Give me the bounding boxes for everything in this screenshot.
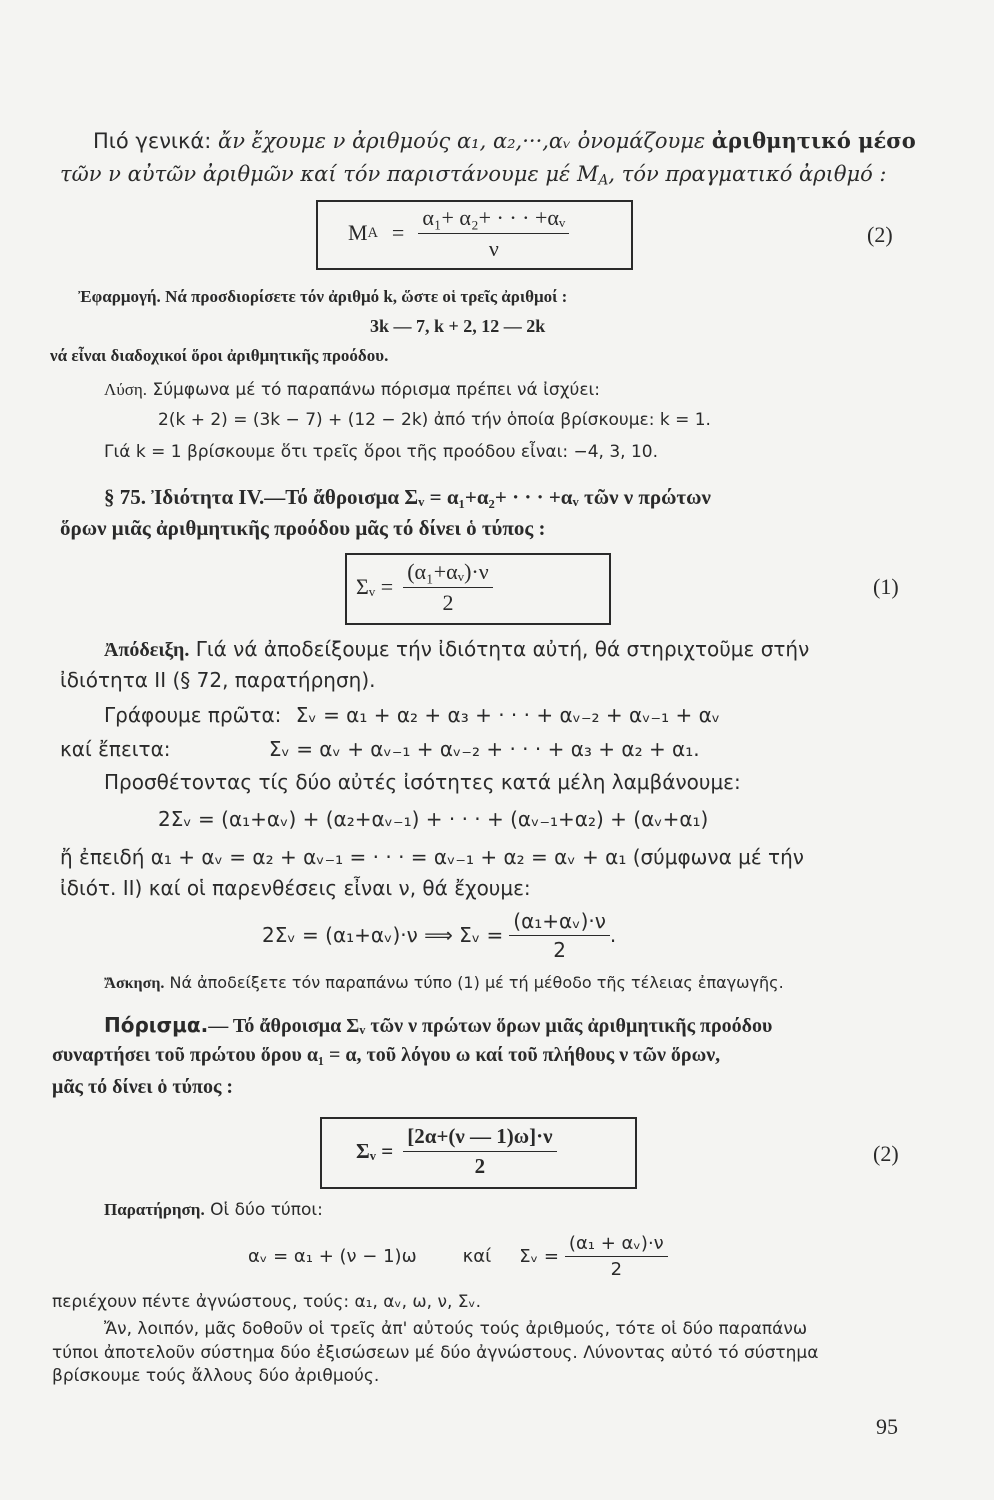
application-title: Ἐφαρμογή. <box>78 287 161 306</box>
formula-sum2 <box>356 1119 557 1183</box>
proof-final-denominator: 2 <box>553 937 566 962</box>
section-75-heading-2: ὅρων μιᾶς ἀριθμητικῆς προόδου μᾶς τό δίνει ὁ τύπος : <box>60 516 546 540</box>
intro-line-1 <box>93 128 916 153</box>
formula-sum2-label: (2) <box>873 1141 899 1166</box>
remark-and: καί <box>462 1245 492 1267</box>
remark-text: Οἱ δύο τύποι: <box>210 1200 323 1220</box>
intro-text-3: , τόν πραγματικό ἀριθμό : <box>608 162 887 186</box>
exercise <box>104 973 784 993</box>
intro-line-2 <box>60 162 887 189</box>
formula-mean: M A = $\frac{\text{α₁+ α₂+ · · · +αᵥ}}{\nu}$ <box>348 203 569 263</box>
formula-mean-denominator: ν <box>488 235 499 261</box>
formula-sum2-lhs: Σᵥ = <box>356 1138 394 1163</box>
application-line-1 <box>78 287 567 307</box>
exercise-text: Νά ἀποδείξετε τόν παραπάνω τύπο (1) μέ τή μέθοδο τῆς τέλειας ἐπαγωγῆς. <box>169 973 784 992</box>
page-number: 95 <box>876 1414 898 1439</box>
formula-sum-denominator: 2 <box>442 589 454 615</box>
corollary-text-2: συναρτήσει τοῦ πρώτου ὅρου α₁ = α, τοῦ λόγου ω καί τοῦ πλήθους ν τῶν ὅρων, <box>52 1044 721 1066</box>
proof-final-lhs: 2Σᵥ = (α₁+αᵥ)·ν ⟹ Σᵥ = <box>262 923 504 947</box>
remark-line-1 <box>104 1200 323 1220</box>
formula-sum-numerator: (α₁+αᵥ)·ν <box>403 559 493 588</box>
formula-mean-label: (2) <box>867 222 893 247</box>
formula-mean-lhs: M <box>348 220 368 245</box>
remark-line-6: βρίσκουμε τούς ἄλλους δύο ἀριθμούς. <box>52 1366 380 1386</box>
remark-formula-1: αᵥ = α₁ + (ν − 1)ω <box>248 1245 417 1267</box>
proof-final-numerator: (α₁+αᵥ)·ν <box>509 909 610 936</box>
solution-eq: 2(k + 2) = (3k − 7) + (12 − 2k) <box>158 410 429 430</box>
solution-line-3: Γιά k = 1 βρίσκουμε ὅτι τρεῖς ὅροι τῆς προόδου εἶναι: −4, 3, 10. <box>104 442 658 462</box>
application-text: Νά προσδιορίσετε τόν ἀριθμό k, ὥστε οἱ τρεῖς ἀριθμοί : <box>165 287 568 306</box>
formula-sum-fraction <box>403 559 493 616</box>
remark-formula-2-fraction <box>565 1233 668 1280</box>
formula-sum2-numerator: [2α+(ν — 1)ω]·ν <box>403 1124 556 1152</box>
solution-title: Λύση. <box>104 380 148 399</box>
remark-formula-2-numerator: (α₁ + αᵥ)·ν <box>565 1233 668 1257</box>
corollary-title: Πόρισμα. <box>104 1013 209 1037</box>
solution-line-2 <box>158 410 711 430</box>
remark-line-3: περιέχουν πέντε ἀγνώστους, τούς: α₁, αᵥ, ω, ν, Σᵥ. <box>52 1292 481 1312</box>
exercise-title: Ἄσκηση. <box>104 975 165 992</box>
proof-text-2: ἰδιότητα II (§ 72, παρατήρηση). <box>60 668 376 692</box>
application-terms: 3k — 7, k + 2, 12 — 2k <box>370 316 546 336</box>
intro-text-2-sub: A <box>598 172 609 189</box>
proof-add-eq: 2Σᵥ = (α₁+αᵥ) + (α₂+αᵥ₋₁) + · · · + (αᵥ₋₁+α₂) + (αᵥ+α₁) <box>158 807 709 831</box>
proof-since-1: ἤ ἐπειδή α₁ + αᵥ = α₂ + αᵥ₋₁ = · · · = αᵥ₋₁ + α₂ = αᵥ + α₁ (σύμφωνα μέ τήν <box>60 845 804 869</box>
proof-then-label: καί ἔπειτα: <box>60 737 171 761</box>
proof-write <box>104 703 720 727</box>
corollary-text-3: μᾶς τό δίνει ὁ τύπος : <box>52 1076 234 1098</box>
formula-mean-fraction <box>418 205 569 262</box>
proof-write-label: Γράφουμε πρῶτα: <box>104 703 282 727</box>
remark-title: Παρατήρηση. <box>104 1200 205 1219</box>
formula-sum2-fraction <box>403 1124 556 1179</box>
corollary-text-1: — Τό ἄθροισμα Σᵥ τῶν ν πρώτων ὅρων μιᾶς ἀριθμητικῆς προόδου <box>208 1015 773 1037</box>
corollary-line-1 <box>104 1013 772 1038</box>
proof-title: Ἀπόδειξη. <box>104 639 190 661</box>
solution-eq-tail: ἀπό τήν ὁποία βρίσκουμε: k = 1. <box>433 410 711 430</box>
solution-line-1 <box>104 380 600 400</box>
intro-text-2: τῶν ν αὐτῶν ἀριθμῶν καί τόν παριστάνουμε μέ M <box>60 162 599 186</box>
solution-line-1-text: Σύμφωνα μέ τό παραπάνω πόρισμα πρέπει νά ἰσχύει: <box>152 380 601 400</box>
remark-formula-2-denominator: 2 <box>610 1258 623 1280</box>
proof-since-2: ἰδιότ. II) καί οἱ παρενθέσεις εἶναι ν, θά ἔχουμε: <box>60 876 531 900</box>
intro-text-1: ἄν ἔχουμε ν ἀριθμούς α₁, α₂,···,αᵥ ὀνομάζουμε <box>218 129 706 153</box>
proof-add-text: Προσθέτοντας τίς δύο αὐτές ἰσότητες κατά μέλη λαμβάνουμε: <box>104 770 741 794</box>
intro-term: ἀριθμητικό μέσο <box>711 128 916 153</box>
remark-formulas <box>248 1230 668 1282</box>
proof-then <box>60 737 700 761</box>
formula-sum-label: (1) <box>873 574 899 599</box>
application-text-2: νά εἶναι διαδοχικοί ὅροι ἀριθμητικῆς προόδου. <box>50 346 389 365</box>
formula-sum <box>356 555 493 619</box>
proof-final-fraction <box>509 909 610 962</box>
formula-mean-numerator: α₁+ α₂+ · · · +αᵥ <box>418 205 569 234</box>
formula-mean-eq: = <box>391 220 405 245</box>
remark-formula-2-lhs: Σᵥ = <box>519 1245 559 1267</box>
proof-write-eq: Σᵥ = α₁ + α₂ + α₃ + · · · + αᵥ₋₂ + αᵥ₋₁ + αᵥ <box>295 703 721 727</box>
proof-text-1: Γιά νά ἀποδείξουμε τήν ἰδιότητα αὐτή, θά στηριχτοῦμε στήν <box>195 637 810 661</box>
proof-then-eq: Σᵥ = αᵥ + αᵥ₋₁ + αᵥ₋₂ + · · · + α₃ + α₂ + α₁. <box>268 737 700 761</box>
intro-lead: Πιό γενικά: <box>93 129 212 153</box>
remark-line-5: τύποι ἀποτελοῦν σύστημα δύο ἐξισώσεων μέ δύο ἀγνώστους. Λύνοντας αὐτό τό σύστημα <box>52 1343 819 1363</box>
formula-sum2-denominator: 2 <box>474 1153 486 1178</box>
proof-line-1 <box>104 637 809 662</box>
remark-line-4: Ἄν, λοιπόν, μᾶς δοθοῦν οἱ τρεῖς ἀπ' αὐτούς τούς ἀριθμούς, τότε οἱ δύο παραπάνω <box>104 1319 808 1339</box>
formula-sum-lhs: Σᵥ = <box>356 574 394 599</box>
proof-final <box>262 906 616 964</box>
section-75-heading: § 75. Ἰδιότητα IV.—Τό ἄθροισμα Σᵥ = α₁+α₂+ · · · +αᵥ τῶν ν πρώτων <box>104 485 711 509</box>
proof-final-dot: . <box>609 923 617 947</box>
